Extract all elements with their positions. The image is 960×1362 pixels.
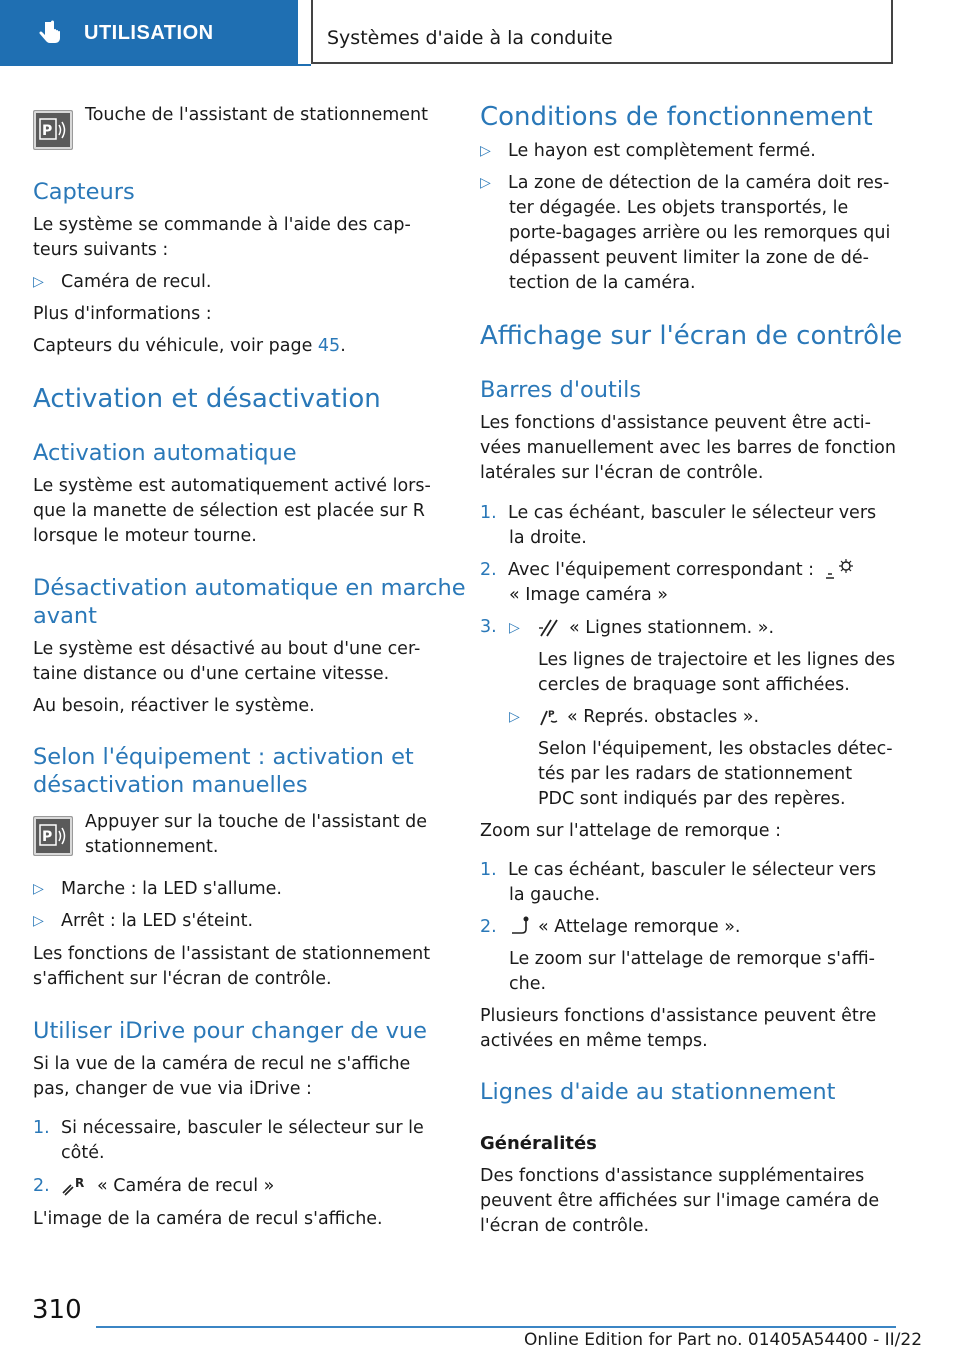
barres-text-line: Les fonctions d'assistance peuvent être acti- [480, 413, 871, 433]
step-item [480, 558, 856, 583]
reference-text: Capteurs du véhicule, voir page [33, 336, 318, 356]
edition-note: Online Edition for Part no. 01405A54400 - II/22 [524, 1330, 923, 1350]
desact-text-line: Le système est désactivé au bout d'une cer- [33, 639, 421, 659]
capteurs-text-line: teurs suivants : [33, 240, 169, 260]
list-item-text: dépassent peuvent limiter la zone de dé- [509, 248, 869, 268]
list-item-text: Arrêt : la LED s'éteint. [61, 911, 254, 931]
capteurs-text-line: Le système se commande à l'aide des cap- [33, 215, 411, 235]
list-item-text: PDC sont indiqués par des repères. [538, 789, 846, 809]
step-number: 2. [480, 560, 497, 580]
step-text: « Caméra de recul » [97, 1176, 275, 1196]
step-text: che. [509, 974, 547, 994]
step-item [480, 858, 876, 883]
page-link[interactable]: 45 [317, 336, 341, 356]
list-item [33, 909, 253, 934]
breadcrumb-label: Systèmes d'aide à la conduite [327, 27, 613, 49]
press-text-line: stationnement. [85, 837, 219, 857]
list-item [509, 705, 759, 730]
plusieurs-text-line: Plusieurs fonctions d'assistance peuvent être [480, 1006, 877, 1026]
step-text: « Attelage remorque ». [538, 917, 741, 937]
desact-heading: avant [33, 603, 97, 629]
plusieurs-text-line: activées en même temps. [480, 1031, 708, 1051]
activation-heading: Activation et désactivation [33, 384, 381, 414]
svg-text:P: P [548, 710, 555, 720]
step-number: 3. [480, 617, 497, 637]
barres-heading: Barres d'outils [480, 377, 642, 403]
list-item-text: tés par les radars de stationnement [538, 764, 853, 784]
svg-text:P: P [42, 829, 53, 845]
list-item-text: Selon l'équipement, les obstacles détec- [538, 739, 893, 759]
park-assist-key-icon [33, 110, 73, 150]
parking-lines-icon [537, 616, 563, 638]
step-number: 1. [480, 503, 497, 523]
list-item [509, 616, 774, 641]
breadcrumb [311, 0, 893, 64]
bullet-icon: ▷ [480, 175, 491, 191]
lignes-heading: Lignes d'aide au stationnement [480, 1079, 836, 1105]
idrive-heading: Utiliser iDrive pour changer de vue [33, 1018, 428, 1044]
list-item [480, 139, 816, 164]
step-number: 1. [33, 1118, 50, 1138]
bullet-icon: ▷ [509, 709, 520, 725]
bullet-icon: ▷ [33, 913, 44, 929]
list-item-text: « Lignes stationnem. ». [569, 618, 775, 638]
plus-info: Plus d'informations : [33, 304, 212, 324]
section-tab [0, 0, 298, 66]
step-number: 2. [480, 917, 497, 937]
bullet-icon: ▷ [509, 620, 520, 636]
header-underline [0, 64, 311, 66]
reference-end: . [340, 336, 346, 356]
key-caption: Touche de l'assistant de stationnement [85, 105, 428, 125]
list-item-text: cercles de braquage sont affichées. [538, 675, 850, 695]
obstacle-display-icon [537, 705, 561, 727]
rear-camera-icon [61, 1175, 89, 1197]
generalites-text-line: Des fonctions d'assistance supplémentaires [480, 1166, 865, 1186]
auto-text-line: Le système est automatiquement activé lors- [33, 476, 431, 496]
step-item [33, 1116, 424, 1141]
affichage-heading: Affichage sur l'écran de contrôle [480, 321, 903, 351]
generalites-heading: Généralités [480, 1133, 597, 1154]
list-item-text: « Représ. obstacles ». [567, 707, 760, 727]
auto-text-line: que la manette de sélection est placée sur R [33, 501, 425, 521]
fonctions-text-line: s'affichent sur l'écran de contrôle. [33, 969, 332, 989]
auto-text-line: lorsque le moteur tourne. [33, 526, 257, 546]
bullet-icon: ▷ [33, 274, 44, 290]
list-item-text: Les lignes de trajectoire et les lignes des [538, 650, 896, 670]
park-assist-key-icon [33, 816, 73, 856]
step-item [480, 501, 876, 526]
list-item-text: tection de la caméra. [509, 273, 696, 293]
step-text: côté. [61, 1143, 105, 1163]
manual-heading: désactivation manuelles [33, 772, 308, 798]
step-text: « Image caméra » [509, 585, 668, 605]
list-item [33, 877, 282, 902]
list-item-text: porte-bagages arrière ou les remorques qui [509, 223, 891, 243]
image-affiche-text: L'image de la caméra de recul s'affiche. [33, 1209, 383, 1229]
zoom-text: Zoom sur l'attelage de remorque : [480, 821, 781, 841]
list-item-text: La zone de détection de la caméra doit res- [508, 173, 890, 193]
list-item-text: ter dégagée. Les objets transportés, le [509, 198, 849, 218]
svg-text:R: R [75, 1176, 85, 1190]
list-item [480, 171, 889, 196]
trailer-hitch-icon [508, 915, 532, 937]
auto-activation-heading: Activation automatique [33, 440, 297, 466]
desact-text-line: taine distance ou d'une certaine vitesse. [33, 664, 390, 684]
camera-settings-icon [822, 558, 856, 582]
page-number: 310 [32, 1295, 82, 1325]
step-text: Le zoom sur l'attelage de remorque s'affi- [509, 949, 875, 969]
generalites-text-line: peuvent être affichées sur l'image caméra de [480, 1191, 880, 1211]
generalites-text-line: l'écran de contrôle. [480, 1216, 650, 1236]
manual-heading: Selon l'équipement : activation et [33, 744, 414, 770]
step-text: Le cas échéant, basculer le sélecteur vers [508, 503, 877, 523]
step-item [33, 1174, 274, 1199]
step-number: 2. [33, 1176, 50, 1196]
hand-pointer-icon [36, 19, 64, 47]
step-text: Le cas échéant, basculer le sélecteur vers [508, 860, 877, 880]
desact-heading: Désactivation automatique en marche [33, 575, 466, 601]
list-item [33, 270, 211, 295]
barres-text-line: latérales sur l'écran de contrôle. [480, 463, 764, 483]
step-text: Si nécessaire, basculer le sélecteur sur le [61, 1118, 424, 1138]
step-item [480, 615, 508, 640]
capteurs-heading: Capteurs [33, 179, 135, 205]
step-number: 1. [480, 860, 497, 880]
svg-text:P: P [42, 123, 53, 139]
press-text-line: Appuyer sur la touche de l'assistant de [85, 812, 428, 832]
step-item [480, 915, 740, 940]
barres-text-line: vées manuellement avec les barres de fonction [480, 438, 896, 458]
reactiver-text: Au besoin, réactiver le système. [33, 696, 315, 716]
list-item-text: Caméra de recul. [61, 272, 212, 292]
bullet-icon: ▷ [33, 881, 44, 897]
fonctions-text-line: Les fonctions de l'assistant de stationnement [33, 944, 431, 964]
section-label: UTILISATION [84, 21, 214, 44]
list-item-text: Le hayon est complètement fermé. [508, 141, 816, 161]
idrive-text-line: pas, changer de vue via iDrive : [33, 1079, 312, 1099]
capteurs-reference [33, 334, 346, 359]
step-text: la droite. [509, 528, 587, 548]
idrive-text-line: Si la vue de la caméra de recul ne s'affiche [33, 1054, 411, 1074]
step-text: Avec l'équipement correspondant : [508, 560, 815, 580]
conditions-heading: Conditions de fonctionnement [480, 102, 873, 132]
list-item-text: Marche : la LED s'allume. [61, 879, 282, 899]
bullet-icon: ▷ [480, 143, 491, 159]
step-text: la gauche. [509, 885, 601, 905]
